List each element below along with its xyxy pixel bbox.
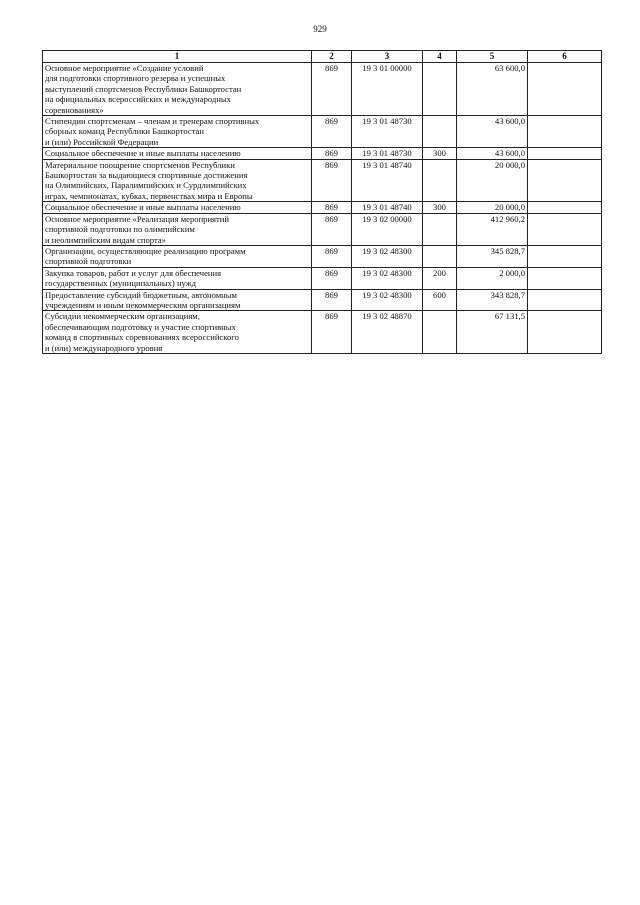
column-header-5: 5 xyxy=(457,51,528,63)
row-type-cell xyxy=(423,116,457,148)
row-ministry-cell: 869 xyxy=(312,116,352,148)
row-extra-cell xyxy=(528,202,602,213)
row-ministry-cell: 869 xyxy=(312,267,352,289)
row-ministry-cell: 869 xyxy=(312,148,352,159)
row-name-cell: Основное мероприятие «Создание условий для подготовки спортивного резерва и успешных выступлений спортсменов Республики Башкортостан на официальных всероссийских и международных соревнованиях» xyxy=(43,63,312,116)
row-code-cell: 19 3 02 48300 xyxy=(352,289,423,311)
row-extra-cell xyxy=(528,116,602,148)
row-name-cell: Предоставление субсидий бюджетным, автономным учреждениям и иным некоммерческим организациям xyxy=(43,289,312,311)
row-amount-cell: 343 828,7 xyxy=(457,289,528,311)
row-amount-cell: 20 000,0 xyxy=(457,202,528,213)
table-row xyxy=(43,148,602,159)
row-type-cell xyxy=(423,159,457,202)
row-amount-cell: 412 960,2 xyxy=(457,213,528,245)
row-extra-cell xyxy=(528,289,602,311)
row-extra-cell xyxy=(528,148,602,159)
row-name-cell: Социальное обеспечение и иные выплаты населению xyxy=(43,202,312,213)
row-ministry-cell: 869 xyxy=(312,245,352,267)
row-name-cell: Субсидии некоммерческим организациям, обеспечивающим подготовку и участие спортивных команд в спортивных соревнованиях всероссийского и (или) международного уровня xyxy=(43,311,312,354)
row-type-cell: 200 xyxy=(423,267,457,289)
row-type-cell: 300 xyxy=(423,202,457,213)
column-header-2: 2 xyxy=(312,51,352,63)
row-amount-cell: 67 131,5 xyxy=(457,311,528,354)
table-row xyxy=(43,63,602,116)
row-code-cell: 19 3 01 00000 xyxy=(352,63,423,116)
column-header-3: 3 xyxy=(352,51,423,63)
column-header-4: 4 xyxy=(423,51,457,63)
row-extra-cell xyxy=(528,267,602,289)
row-type-cell xyxy=(423,311,457,354)
table-row xyxy=(43,245,602,267)
row-name-cell: Социальное обеспечение и иные выплаты населению xyxy=(43,148,312,159)
row-amount-cell: 345 828,7 xyxy=(457,245,528,267)
row-amount-cell: 43 600,0 xyxy=(457,116,528,148)
row-code-cell: 19 3 01 48730 xyxy=(352,148,423,159)
row-code-cell: 19 3 01 48730 xyxy=(352,116,423,148)
table-row xyxy=(43,289,602,311)
row-amount-cell: 63 600,0 xyxy=(457,63,528,116)
row-extra-cell xyxy=(528,245,602,267)
row-code-cell: 19 3 01 48740 xyxy=(352,159,423,202)
row-code-cell: 19 3 02 48870 xyxy=(352,311,423,354)
row-amount-cell: 20 000,0 xyxy=(457,159,528,202)
row-type-cell xyxy=(423,245,457,267)
budget-table xyxy=(42,50,602,354)
row-type-cell xyxy=(423,63,457,116)
row-ministry-cell: 869 xyxy=(312,311,352,354)
row-ministry-cell: 869 xyxy=(312,213,352,245)
row-name-cell: Основное мероприятие «Реализация мероприятий спортивной подготовки по олимпийским и неолимпийским видам спорта» xyxy=(43,213,312,245)
table-row xyxy=(43,267,602,289)
row-extra-cell xyxy=(528,63,602,116)
table-row xyxy=(43,116,602,148)
row-ministry-cell: 869 xyxy=(312,159,352,202)
column-header-1: 1 xyxy=(43,51,312,63)
row-name-cell: Стипендии спортсменам – членам и тренерам спортивных сборных команд Республики Башкортостан и (или) Российской Федерации xyxy=(43,116,312,148)
table-row xyxy=(43,311,602,354)
table-row xyxy=(43,159,602,202)
row-ministry-cell: 869 xyxy=(312,202,352,213)
row-extra-cell xyxy=(528,311,602,354)
column-header-6: 6 xyxy=(528,51,602,63)
row-name-cell: Материальное поощрение спортсменов Республики Башкортостан за выдающиеся спортивные достижения на Олимпийских, Паралимпийских и Сурдлимпийских играх, чемпионатах, кубках, первенствах мира и Европы xyxy=(43,159,312,202)
row-name-cell: Закупка товаров, работ и услуг для обеспечения государственных (муниципальных) нужд xyxy=(43,267,312,289)
page-number: 929 xyxy=(313,24,327,34)
row-code-cell: 19 3 02 00000 xyxy=(352,213,423,245)
row-ministry-cell: 869 xyxy=(312,289,352,311)
row-code-cell: 19 3 02 48300 xyxy=(352,267,423,289)
row-name-cell: Организации, осуществляющие реализацию программ спортивной подготовки xyxy=(43,245,312,267)
row-ministry-cell: 869 xyxy=(312,63,352,116)
row-code-cell: 19 3 02 48300 xyxy=(352,245,423,267)
row-code-cell: 19 3 01 48740 xyxy=(352,202,423,213)
row-amount-cell: 2 000,0 xyxy=(457,267,528,289)
row-type-cell: 600 xyxy=(423,289,457,311)
row-type-cell: 300 xyxy=(423,148,457,159)
row-amount-cell: 43 600,0 xyxy=(457,148,528,159)
table-header-row xyxy=(43,51,602,63)
table-row xyxy=(43,202,602,213)
table-row xyxy=(43,213,602,245)
row-type-cell xyxy=(423,213,457,245)
row-extra-cell xyxy=(528,159,602,202)
row-extra-cell xyxy=(528,213,602,245)
